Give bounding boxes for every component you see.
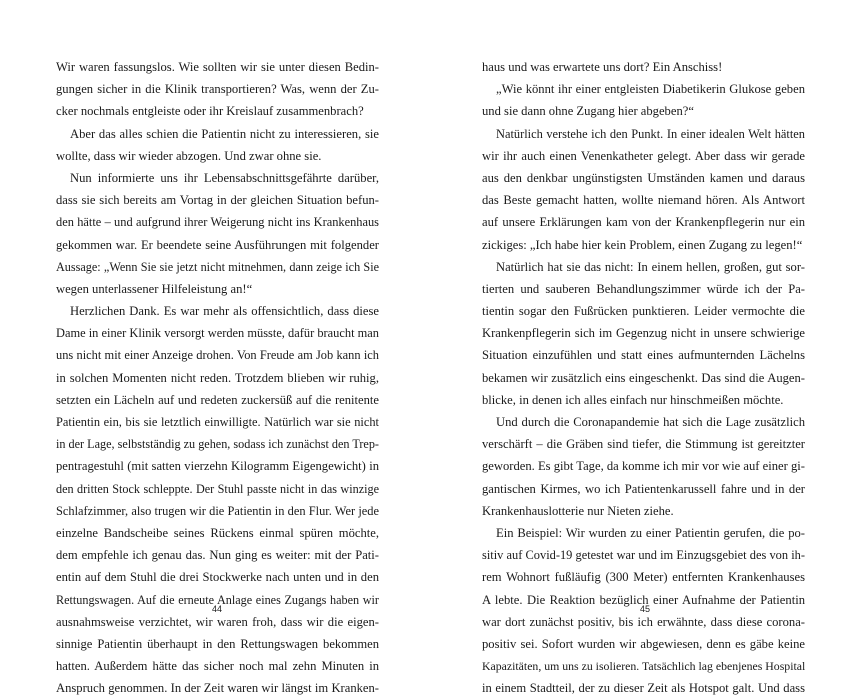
text-line: Krankenpflegerin sich im Gegenzug nicht in unsere schwierige xyxy=(482,326,805,341)
text-line: Herzlichen Dank. Es war mehr als offensichtlich, dass diese xyxy=(70,304,379,319)
text-line: sitiv auf Covid-19 getestet war und im Einzugsgebiet des von ih- xyxy=(482,548,805,563)
text-line: Natürlich verstehe ich den Punkt. In einer idealen Welt hätten xyxy=(496,126,805,141)
text-line: in einem Stadtteil, der zu dieser Zeit als Hotspot galt. Und dass xyxy=(482,681,805,696)
text-line: dass sie sich bereits am Vortag in der gleichen Situation befun- xyxy=(56,193,379,208)
left-page xyxy=(56,56,379,699)
text-line: den hätte – und aufgrund ihrer Weigerung nicht ins Krankenhaus xyxy=(56,215,379,230)
text-line: Wir waren fassungslos. Wie sollten wir sie unter diesen Bedin- xyxy=(56,60,379,74)
text-line: sinnige Patientin überhaupt in den Rettungswagen bekommen xyxy=(56,636,379,651)
text-line: Patientin ein, bis sie letztlich einwilligte. Natürlich war sie nicht xyxy=(56,415,379,429)
text-line: bekamen wir zusätzlich eins eingeschenkt. Das sind die Augen- xyxy=(482,370,805,385)
text-line: zickiges: „Ich habe hier kein Problem, einen Zugang zu legen!“ xyxy=(482,237,803,252)
text-line: cker nochmals entgleiste oder ihr Kreislauf zusammenbrach? xyxy=(56,104,364,119)
text-line: entin auf dem Stuhl die drei Stockwerke nach unten und in den xyxy=(56,570,379,585)
text-line: wegen unterlassener Hilfeleistung an!“ xyxy=(56,281,253,296)
text-line: Situation einzufühlen und statt eines aufmunternden Lächelns xyxy=(482,348,805,363)
text-line: Natürlich hat sie das nicht: In einem hellen, großen, gut sor- xyxy=(496,259,805,274)
text-line: gekommen war. Er beendete seine Ausführungen mit folgender xyxy=(56,237,379,252)
page-number-right: 45 xyxy=(639,604,650,614)
text-line: uns nicht mit einer Anzeige drohen. Von Freude am Job kann ich xyxy=(56,348,379,363)
right-page xyxy=(482,56,805,699)
text-line: dem empfehle ich genau das. Nun ging es weiter: mit der Pati- xyxy=(56,548,379,563)
text-line: war dort zunächst positiv, bis ich erwähnte, dass diese corona- xyxy=(482,614,805,629)
text-line: Ein Beispiel: Wir wurden zu einer Patientin gerufen, die po- xyxy=(496,525,805,540)
text-line: rem Wohnort fußläufig (300 Meter) entfernten Krankenhauses xyxy=(482,570,805,585)
page-number-left: 44 xyxy=(211,604,222,614)
text-line: Rettungswagen. Auf die erneute Anlage eines Zugangs haben wir xyxy=(56,592,379,607)
text-line: gungen sicher in die Klinik transportieren? Was, wenn der Zu- xyxy=(56,82,379,97)
text-line: hatten. Außerdem hätte das sicher noch mal zehn Minuten in xyxy=(56,659,379,674)
text-line: Aber das alles schien die Patientin nicht zu interessieren, sie xyxy=(70,126,379,141)
text-line: wir ihr auch einen Venenkatheter gelegt. Aber dass wir gerade xyxy=(482,148,805,163)
text-line: einzelne Bandscheibe seines Rückens einmal spüren möchte, xyxy=(56,525,379,540)
text-line: und sie dann ohne Zugang hier abgeben?“ xyxy=(482,104,694,119)
text-line: Nun informierte uns ihr Lebensabschnittsgefährte darüber, xyxy=(70,170,379,185)
text-line: tientin sogar den Fußrücken punktieren. Leider vermochte die xyxy=(482,304,805,319)
text-line: aus den denkbar ungünstigsten Umständen kamen und daraus xyxy=(482,170,805,185)
text-line: tierten und sauberen Behandlungszimmer würde ich der Pa- xyxy=(482,281,805,296)
text-line: ausnahmsweise verzichtet, wir waren froh, dass wir die eigen- xyxy=(56,614,379,629)
text-line: blicke, in denen ich alles einfach nur hinschmeißen möchte. xyxy=(482,392,784,407)
text-line: auf unsere Erklärungen kam von der Krankenpflegerin nur ein xyxy=(482,215,805,230)
text-line: in solchen Momenten nicht reden. Trotzdem blieben wir ruhig, xyxy=(56,370,379,385)
text-line: den dritten Stock schleppte. Der Stuhl passte nicht in das winzige xyxy=(56,481,379,496)
text-line: Dame in einer Klinik versorgt werden müsste, dafür braucht man xyxy=(56,326,379,341)
text-line: gantischen Kirmes, wo ich Patientenkarussell fahre und in der xyxy=(482,481,805,496)
text-line: setzten ein Lächeln auf und redeten zuckersüß auf die renitente xyxy=(56,392,379,407)
text-line: verschärft – die Gräben sind tiefer, die Stimmung ist gereitzter xyxy=(482,437,805,452)
text-line: das Beste gemacht hatten, wollte niemand hören. Als Antwort xyxy=(482,193,805,208)
text-line: wollte, dass wir wieder abzogen. Und zwar ohne sie. xyxy=(56,148,322,163)
text-line: Schlafzimmer, also trugen wir die Patientin in den Flur. Wer jede xyxy=(56,503,379,518)
text-line: A lebte. Die Reaktion bezüglich einer Aufnahme der Patientin xyxy=(482,592,805,607)
text-line: positiv sei. Sofort wurden wir abgewiesen, denn es gäbe keine xyxy=(482,636,805,651)
text-line: pentragestuhl (mit satten vierzehn Kilogramm Eigengewicht) in xyxy=(56,459,379,474)
text-line: geworden. Es gibt Tage, da komme ich mir vor wie auf einer gi- xyxy=(482,459,805,474)
text-line: Kapazitäten, um uns zu isolieren. Tatsächlich lag ebenjenes Hospital xyxy=(482,659,806,674)
text-line: in der Lage, selbstständig zu gehen, sodass ich zunächst den Trep- xyxy=(56,437,379,452)
text-line: Und durch die Coronapandemie hat sich die Lage zusätzlich xyxy=(496,415,805,429)
text-line: Anspruch genommen. In der Zeit waren wir längst im Kranken- xyxy=(56,681,379,696)
text-line: Krankenhauslotterie nur Nieten ziehe. xyxy=(482,503,674,518)
text-line: haus und was erwartete uns dort? Ein Anschiss! xyxy=(482,60,723,74)
text-line: Aussage: „Wenn Sie sie jetzt nicht mitnehmen, dann zeige ich Sie xyxy=(56,259,379,274)
text-line: „Wie könnt ihr einer entgleisten Diabetikerin Glukose geben xyxy=(496,82,805,97)
